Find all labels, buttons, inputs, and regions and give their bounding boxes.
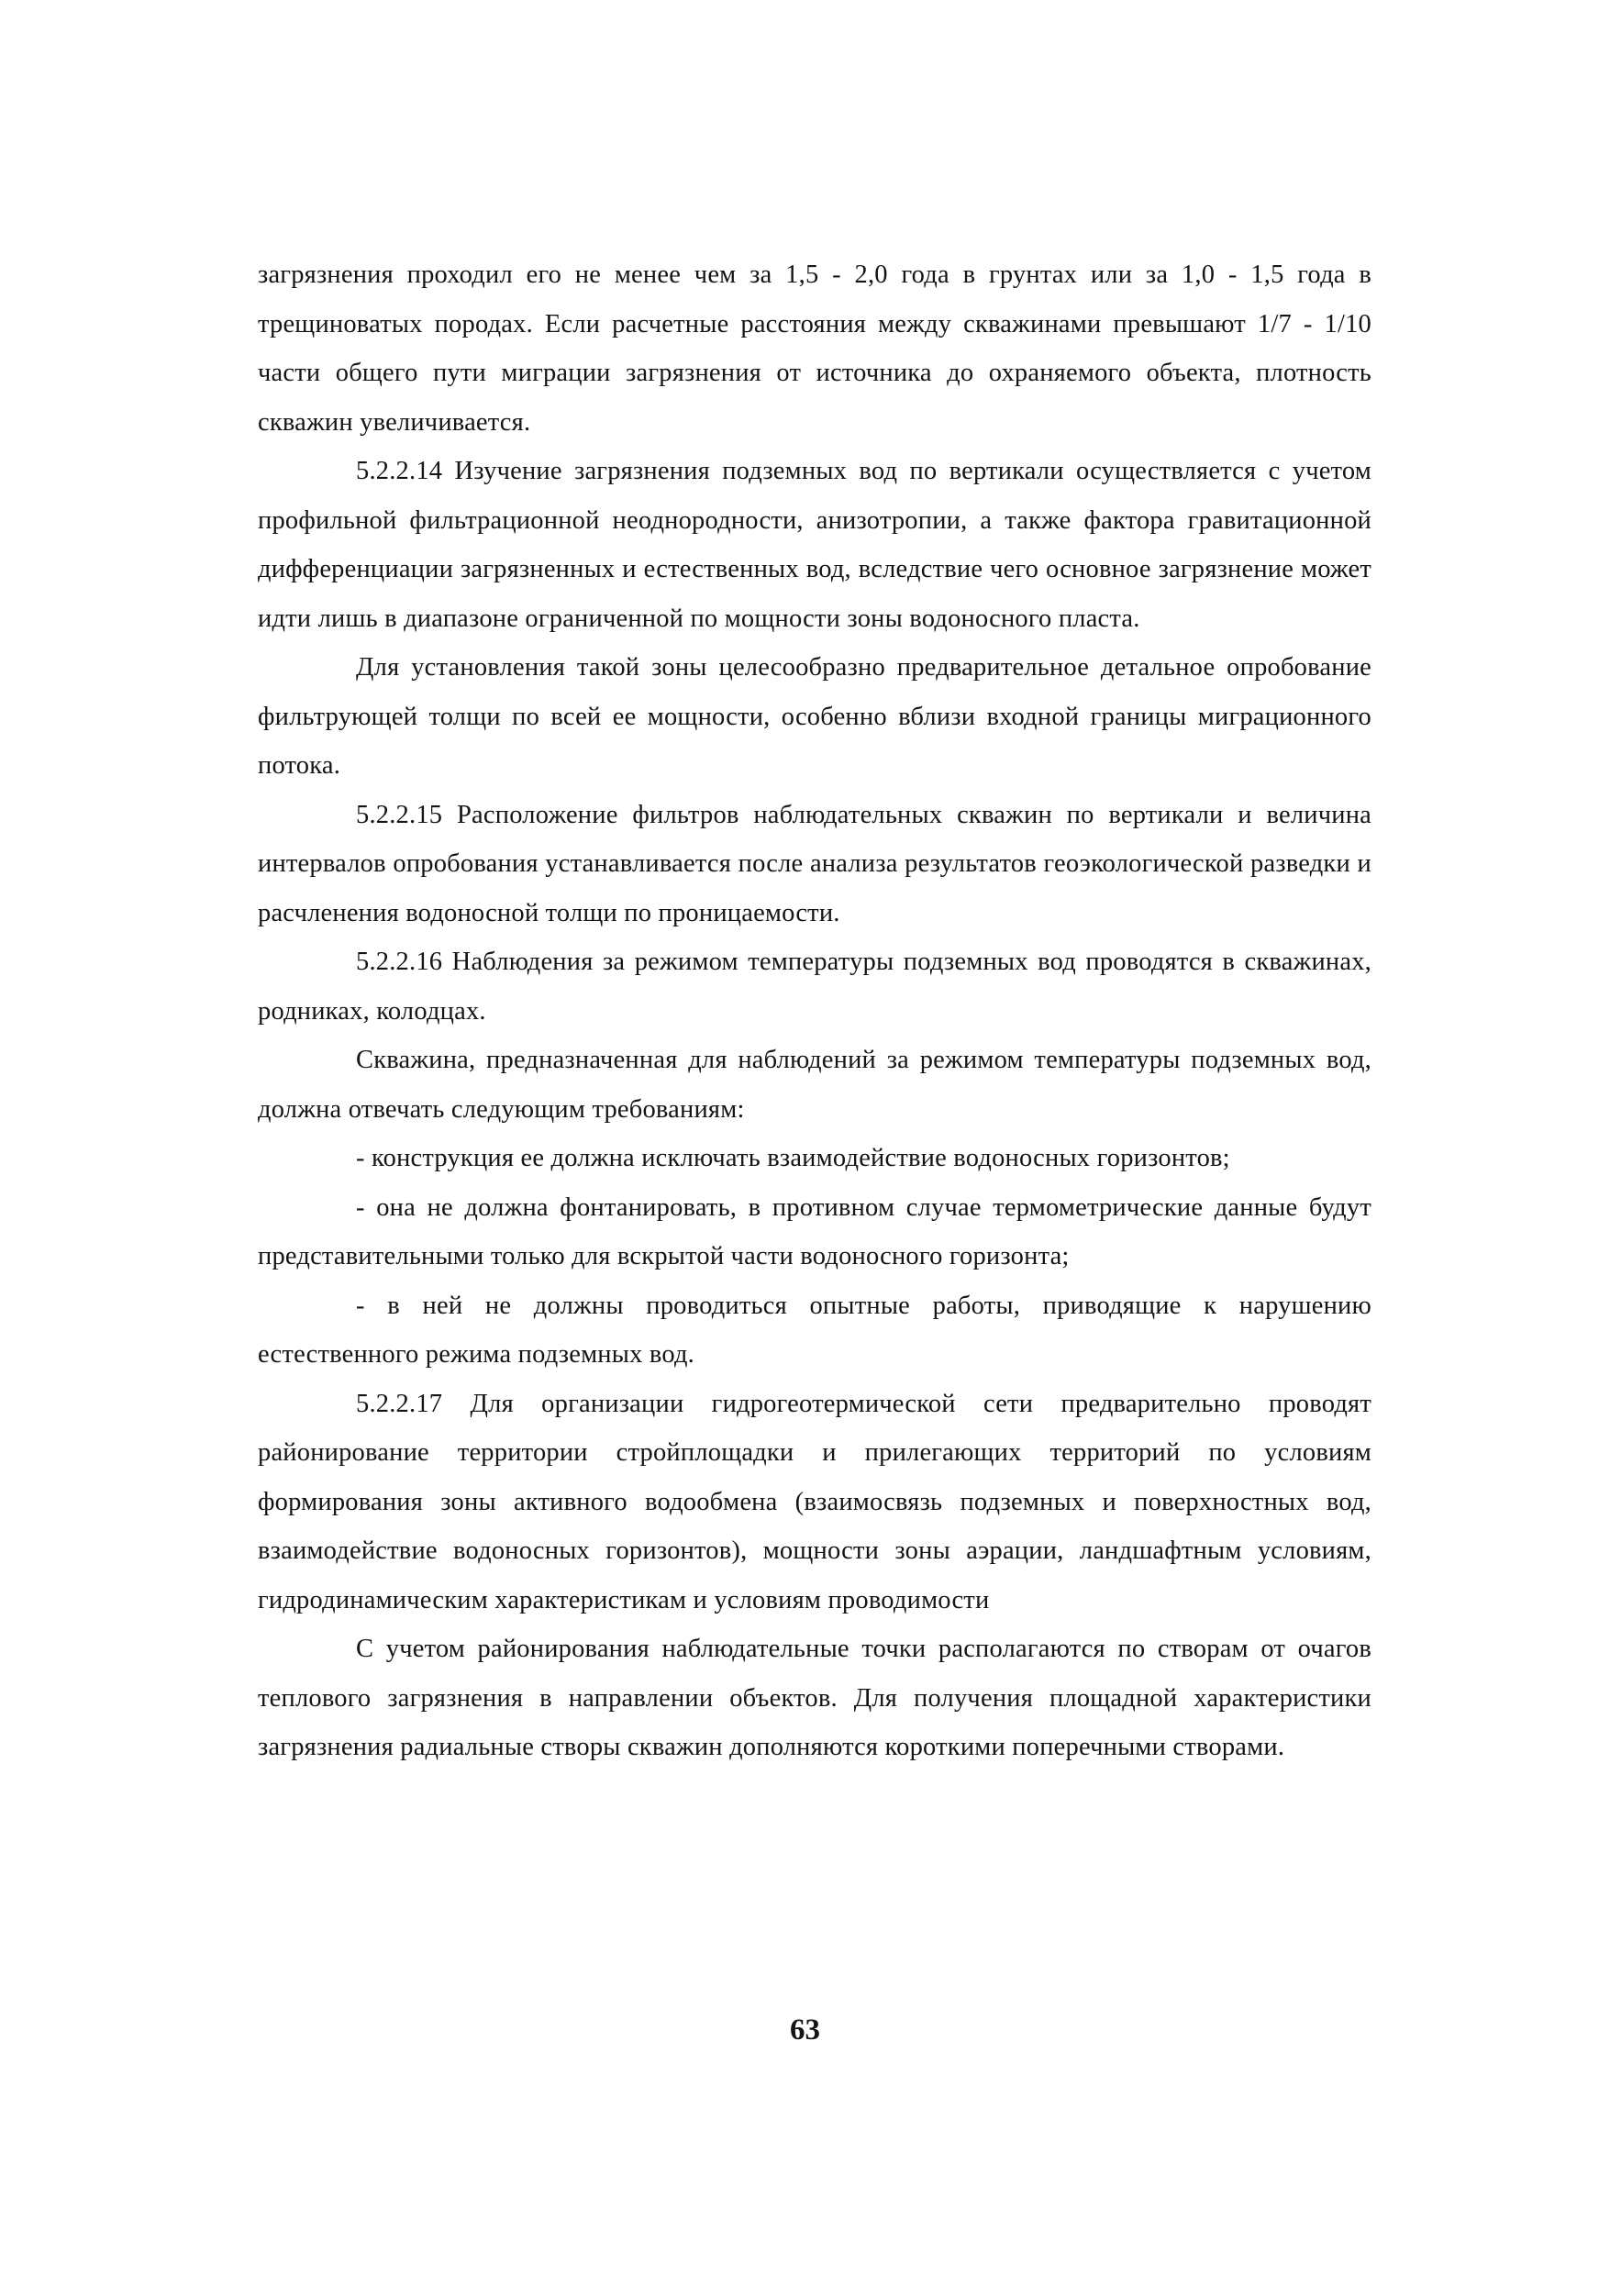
page-number: 63 bbox=[790, 2013, 820, 2046]
list-item: - она не должна фонтанировать, в противном случае термометрические данные будут представительными только для вскрытой части водоносного горизонта; bbox=[258, 1192, 1371, 1270]
list-item: - конструкция ее должна исключать взаимодействие водоносных горизонтов; bbox=[356, 1144, 1230, 1172]
paragraph-continuation: загрязнения проходил его не менее чем за 1,5 - 2,0 года в грунтах или за 1,0 - 1,5 года в трещиноватых породах. Если расчетные расстояния между скважинами превышают 1/7 - 1/10 части общего пути миграции загрязнения от источника до охраняемого объекта, плотность скважин увеличивается. bbox=[258, 261, 1371, 437]
paragraph-zoning-points: С учетом районирования наблюдательные точки располагаются по створам от очагов теплового загрязнения в направлении объектов. Для получения площадной характеристики загрязнения радиальные створы скважин дополняются короткими поперечными створами. bbox=[258, 1635, 1371, 1761]
paragraph-5-2-2-14: 5.2.2.14 Изучение загрязнения подземных вод по вертикали осуществляется с учетом профильной фильтрационной неоднородности, анизотропии, а также фактора гравитационной дифференциации загрязненных и естественных вод, вследствие чего основное загрязнение может идти лишь в диапазоне ограниченной по мощности зоны водоносного пласта. bbox=[258, 457, 1371, 633]
paragraph-5-2-2-17: 5.2.2.17 Для организации гидрогеотермической сети предварительно проводят районирование территории стройплощадки и прилегающих территорий по условиям формирования зоны активного водообмена (взаимосвязь подземных и поверхностных вод, взаимодействие водоносных горизонтов), мощности зоны аэрации, ландшафтным условиям, гидродинамическим характеристикам и условиям проводимости bbox=[258, 1389, 1371, 1614]
paragraph-5-2-2-16: 5.2.2.16 Наблюдения за режимом температуры подземных вод проводятся в скважинах, родниках, колодцах. bbox=[258, 948, 1371, 1026]
paragraph-zone-testing: Для установления такой зоны целесообразно предварительное детальное опробование фильтрующей толщи по всей ее мощности, особенно вблизи входной границы миграционного потока. bbox=[258, 653, 1371, 780]
list-item: - в ней не должны проводиться опытные работы, приводящие к нарушению естественного режима подземных вод. bbox=[258, 1291, 1371, 1369]
paragraph-well-requirements: Скважина, предназначенная для наблюдений за режимом температуры подземных вод, должна отвечать следующим требованиям: bbox=[258, 1046, 1371, 1124]
body-text bbox=[258, 250, 1371, 1772]
paragraph-5-2-2-15: 5.2.2.15 Расположение фильтров наблюдательных скважин по вертикали и величина интервалов опробования устанавливается после анализа результатов геоэкологической разведки и расчленения водоносной толщи по проницаемости. bbox=[258, 800, 1371, 927]
